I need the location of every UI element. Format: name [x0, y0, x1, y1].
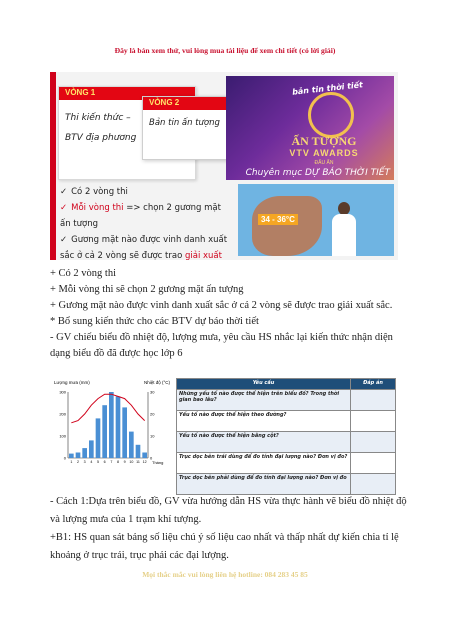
x-tick-label: 1	[70, 460, 73, 464]
x-tick-label: 11	[136, 460, 140, 464]
left-tick-label: 100	[59, 433, 66, 439]
round2-label: VÒNG 2	[143, 97, 235, 110]
paragraph: khoảng ở trục trái, trục phải các đại lượng.	[50, 550, 229, 561]
x-tick-label: 8	[117, 460, 119, 464]
round2-card	[142, 96, 236, 160]
check-icon: ✓	[60, 235, 68, 245]
x-tick-label: 5	[97, 460, 99, 464]
rule-text: Gương mặt nào được vinh danh xuất sắc ở cả 2 vòng sẽ được trao	[60, 235, 228, 260]
left-axis-label: Lượng mưa (mm)	[54, 380, 90, 385]
poster-title2: VTV AWARDS	[289, 148, 359, 158]
rule-item	[60, 200, 230, 232]
right-tick-label: 0	[150, 455, 153, 461]
answer-cell[interactable]	[351, 474, 396, 495]
check-icon: ✓	[60, 187, 68, 197]
x-axis-label: Tháng	[152, 460, 164, 465]
rain-bar	[89, 440, 94, 458]
round1-text-b: BTV địa phương	[65, 133, 137, 143]
poster-title1: ẤN TƯỢNG	[291, 134, 357, 148]
x-tick-label: 9	[123, 460, 126, 464]
rain-bar	[76, 453, 81, 459]
left-tick-label: 300	[59, 389, 66, 395]
presenter	[332, 202, 356, 256]
rain-bar	[136, 445, 141, 458]
rule-item	[60, 184, 230, 200]
table-cell: Yếu tố nào được thể hiện theo đường?	[177, 411, 351, 432]
table-cell: Trục dọc bên phải dùng để đo tính đại lượng nào? Đơn vị đo	[177, 474, 351, 495]
awards-poster	[226, 76, 394, 180]
climate-chart	[52, 378, 170, 466]
rain-bar	[102, 405, 107, 458]
rule-text: => chọn 2 gương mặt ấn tượng	[60, 203, 221, 229]
table-header: Đáp án	[351, 379, 396, 390]
preview-banner: Đây là bản xem thử, vui lòng mua tài liệu để xem chi tiết (có lời giải)	[114, 46, 336, 55]
paragraph: * Bổ sung kiến thức cho các BTV dự báo thời tiết	[50, 316, 259, 327]
rain-bar	[142, 453, 147, 459]
table-cell: Những yếu tố nào được thể hiện trên biểu đồ? Trong thời gian bao lâu?	[177, 390, 351, 411]
poster-tag: bản tin thời tiết	[291, 80, 364, 97]
paragraph: + Gương mặt nào được vinh danh xuất sắc ở cả 2 vòng sẽ được trao giải xuất sắc.	[50, 300, 393, 311]
slide-image	[50, 72, 398, 260]
rule-highlight: giải xuất	[184, 251, 222, 260]
vietnam-map	[252, 196, 322, 256]
x-tick-label: 3	[83, 460, 86, 464]
paragraph: + Có 2 vòng thi	[50, 268, 117, 279]
presenter-body	[332, 214, 356, 256]
paragraph: + Mỗi vòng thi sẽ chọn 2 gương mặt ấn tượng	[50, 284, 244, 295]
x-tick-label: 12	[142, 460, 147, 464]
answer-cell[interactable]	[351, 432, 396, 453]
x-tick-label: 6	[103, 460, 106, 464]
table-row	[177, 453, 396, 474]
right-tick-label: 30	[150, 389, 155, 395]
check-icon: ✓	[60, 203, 68, 213]
x-tick-label: 2	[77, 460, 79, 464]
weather-broadcast-photo	[238, 184, 394, 256]
slide-accent	[50, 72, 56, 260]
rules-list	[60, 184, 230, 260]
rain-bar	[116, 396, 121, 458]
table-row	[177, 390, 396, 411]
rain-bar	[109, 392, 114, 458]
question-table	[176, 378, 396, 495]
rain-bar	[122, 407, 127, 458]
rule-text: Có 2 vòng thi	[71, 187, 128, 197]
rain-bar	[82, 448, 87, 458]
right-axis-label: Nhiệt độ (°C)	[144, 380, 170, 385]
paragraph: dạng biểu đồ đã được học lớp 6	[50, 348, 183, 359]
right-tick-label: 10	[150, 433, 155, 439]
rain-bar	[129, 432, 134, 458]
round1-text-a: Thi kiến thức –	[65, 113, 131, 123]
rain-bar	[69, 454, 74, 458]
table-header: Yêu cầu	[177, 379, 351, 390]
round2-text: Bản tin ấn tượng	[149, 118, 220, 128]
temperature-line	[71, 394, 144, 423]
round1-label: VÒNG 1	[59, 87, 195, 100]
poster-subtitle: Chuyên mục DỰ BÁO THỜI TIẾT	[245, 168, 390, 178]
table-row	[177, 411, 396, 432]
rule-item	[60, 232, 230, 260]
poster-ring	[308, 92, 354, 138]
paragraph: +B1: HS quan sát bảng số liệu chú ý số liệu cao nhất và thấp nhất dự kiến chia tỉ lệ	[50, 532, 399, 543]
table-row	[177, 474, 396, 495]
rule-highlight: Mỗi vòng thi	[71, 203, 124, 213]
paragraph: - Cách 1:Dựa trên biểu đồ, GV vừa hướng dẫn HS vừa thực hành vẽ biểu đồ nhiệt độ	[50, 496, 407, 507]
answer-cell[interactable]	[351, 390, 396, 411]
poster-title3: ĐẤU ẤN	[314, 160, 334, 166]
right-tick-label: 20	[150, 411, 155, 417]
faded-footer: Mọi thắc mắc vui lòng liên hệ hotline: 084 283 45 85	[142, 570, 308, 579]
table-row	[177, 432, 396, 453]
x-tick-label: 10	[129, 460, 134, 464]
paragraph: - GV chiếu biểu đồ nhiệt độ, lượng mưa, yêu cầu HS nhắc lại kiến thức nhận diện	[50, 332, 393, 343]
answer-cell[interactable]	[351, 411, 396, 432]
table-cell: Trục dọc bên trái dùng để đo tính đại lượng nào? Đơn vị đo?	[177, 453, 351, 474]
left-tick-label: 0	[63, 455, 66, 461]
x-tick-label: 4	[90, 460, 93, 464]
x-tick-label: 7	[110, 460, 113, 464]
paragraph: và lượng mưa của 1 trạm khí tượng.	[50, 514, 202, 525]
rain-bar	[96, 418, 101, 458]
answer-cell[interactable]	[351, 453, 396, 474]
temperature-label: 34 - 36°C	[258, 214, 298, 225]
left-tick-label: 200	[59, 411, 66, 417]
table-cell: Yếu tố nào được thể hiện bằng cột?	[177, 432, 351, 453]
